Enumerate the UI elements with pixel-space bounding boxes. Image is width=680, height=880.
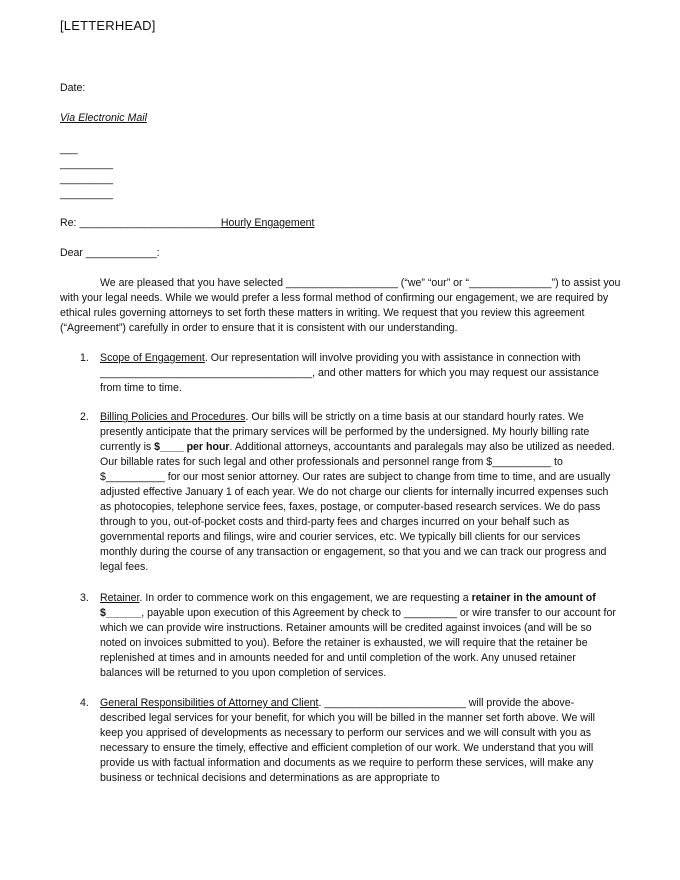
address-line: _________ <box>60 158 114 170</box>
re-subject: Hourly Engagement <box>220 217 315 229</box>
item-text: . In order to commence work on this engagement, we are requesting a <box>139 592 472 604</box>
address-line: ___ <box>60 143 78 155</box>
item-heading: General Responsibilities of Attorney and Client <box>100 697 319 709</box>
address-line: _________ <box>60 173 114 185</box>
re-line <box>60 216 314 231</box>
delivery-method: Via Electronic Mail <box>60 112 147 124</box>
item-bold-text: retainer in the amount of $______ <box>100 592 596 619</box>
address-block <box>60 142 113 202</box>
item-body <box>100 696 620 786</box>
date-label: Date: <box>60 82 86 94</box>
item-number: 4. <box>80 697 89 709</box>
item-text: . Our representation will involve providing you with assistance in connection with ____________________________________, and other matters for which you may request our assistance from time to time. <box>100 352 599 394</box>
item-bold-text: $____ per hour <box>154 441 230 453</box>
list-item <box>60 410 620 575</box>
list-item <box>60 351 620 396</box>
re-label: Re: <box>60 217 80 229</box>
item-text: . Our bills will be strictly on a time basis at our standard hourly rates. We presently anticipate that the primary services will be performed by the undersigned. My hourly billing rate currently is <box>100 411 590 453</box>
list-item <box>60 591 620 681</box>
salutation: Dear ____________: <box>60 247 160 259</box>
item-number: 3. <box>80 592 89 604</box>
intro-paragraph: We are pleased that you have selected ___________________ (“we” “our” or “______________”) to assist you with your legal needs. While we would prefer a less formal method of confirming our engagement, we are required by ethical rules governing attorneys to set forth these matters in writing. We request that you review this agreement (“Agreement”) carefully in order to ensure that it is consistent with our understanding. <box>60 277 621 334</box>
item-heading: Scope of Engagement <box>100 352 205 364</box>
address-line: _________ <box>60 188 114 200</box>
item-body <box>100 591 620 681</box>
item-text: . ________________________ will provide the above-described legal services for your benefit, for which you will be billed in the manner set forth above. We will keep you apprised of developments as necessary to perform our services and we will consult with you as necessary to ensure the timely, effective and efficient completion of our work. We understand that you will provide us with factual information and documents as we require to perform these services, will make any business or technical decisions and determinations as are appropriate to <box>100 697 596 784</box>
item-text: , payable upon execution of this Agreement by check to _________ or wire transfer to our account for which we can provide wire instructions. Retainer amounts will be credited against invoices (and will be so noted on invoices submitted to you). Before the retainer is exhausted, we will require that the retainer be replenished at times and in amounts needed for and until completion of the work. Any unused retainer balances will be returned to you upon completion of services. <box>100 607 616 679</box>
re-blank: ________________________ <box>79 217 221 229</box>
item-body <box>100 410 620 575</box>
item-heading: Retainer <box>100 592 140 604</box>
item-heading: Billing Policies and Procedures <box>100 411 246 423</box>
item-body <box>100 351 620 396</box>
item-number: 2. <box>80 411 89 423</box>
list-item <box>60 696 620 786</box>
item-text: . Additional attorneys, accountants and paralegals may also be utilized as needed. Our billable rates for such legal and other professionals and personnel range from $__________ to $__________ for our most senior attorney. Our rates are subject to change from time to time, and are usually adjusted effective January 1 of each year. We do not charge our clients for internally incurred expenses such as photocopies, telephone service fees, faxes, postage, or computer-based research services. We do pass through to you, out-of-pocket costs and third-party fees and charges incurred on your behalf such as governmental reports and filings, wire and courier services, etc. We typically bill clients for our services monthly during the course of any transaction or engagement, so that you and we can track our progress and legal fees. <box>100 441 615 573</box>
letterhead: [LETTERHEAD] <box>60 18 156 33</box>
item-number: 1. <box>80 352 89 364</box>
